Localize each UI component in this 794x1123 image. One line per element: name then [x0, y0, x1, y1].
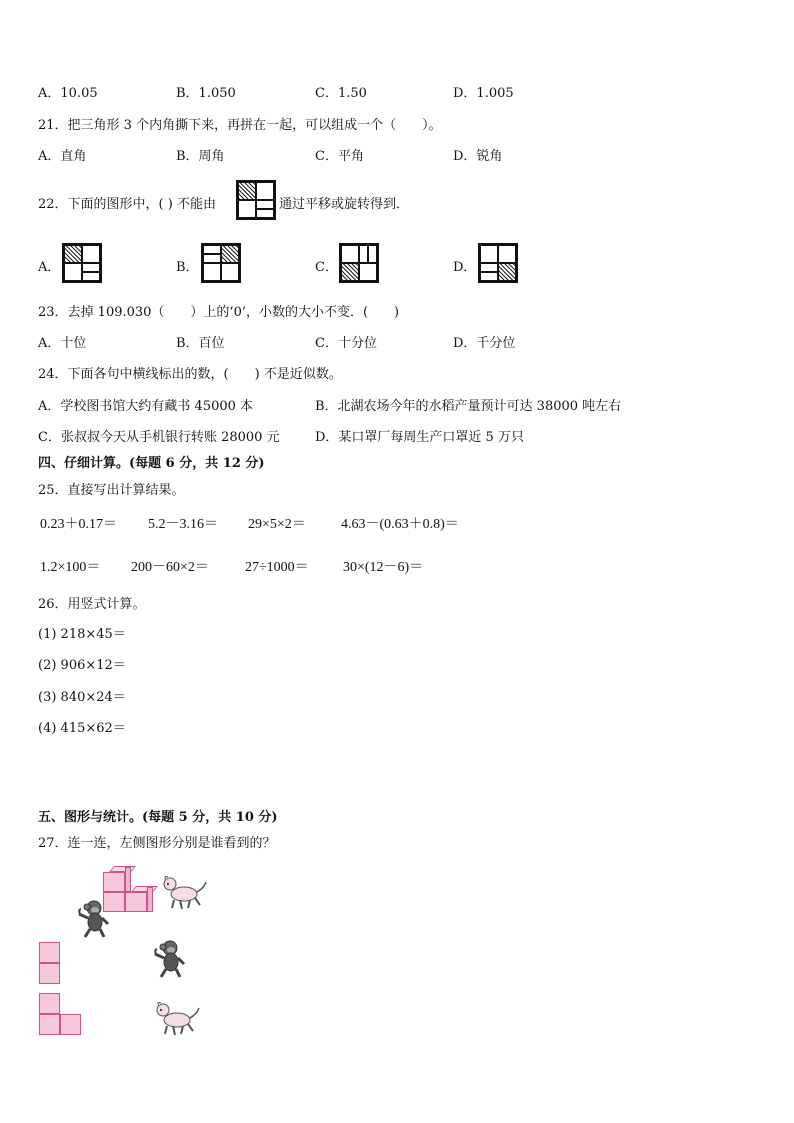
view-figure-2 — [39, 993, 83, 1035]
q23-option-b: B．百位 — [176, 336, 225, 351]
q22-stem-suffix: 通过平移或旋转得到． — [279, 197, 410, 212]
q25-expr-7: 27÷1000＝ — [245, 560, 309, 575]
dog-icon — [158, 872, 208, 912]
q20-option-c: C．1.50 — [315, 86, 367, 101]
q21-option-b: B．周角 — [176, 149, 225, 164]
q22-option-b-figure — [201, 243, 241, 283]
dog-icon — [151, 998, 201, 1038]
q25-expr-1: 0.23＋0.17＝ — [40, 517, 117, 532]
q22-option-d-label: D． — [453, 260, 477, 275]
q26-item-3: (3) 840×24＝ — [38, 690, 126, 705]
q25-expr-2: 5.2－3.16＝ — [148, 517, 218, 532]
q23-option-d: D．千分位 — [453, 336, 516, 351]
q26-item-1: (1) 218×45＝ — [38, 627, 126, 642]
q24-option-a: A．学校图书馆大约有藏书 45000 本 — [38, 399, 254, 414]
q22-option-d-figure — [478, 243, 518, 283]
q25-expr-6: 200－60×2＝ — [131, 560, 209, 575]
q22-option-c-figure — [339, 243, 379, 283]
q21-option-c: C．平角 — [315, 149, 364, 164]
q25-expr-3: 29×5×2＝ — [248, 517, 306, 532]
q24-option-c: C．张叔叔今天从手机银行转账 28000 元 — [38, 430, 280, 445]
q26-item-2: (2) 906×12＝ — [38, 658, 126, 673]
q25-expr-5: 1.2×100＝ — [40, 560, 101, 575]
q27-stem: 27．连一连，左侧图形分别是谁看到的？ — [38, 836, 276, 851]
monkey-icon — [76, 900, 112, 940]
q20-option-b: B．1.050 — [176, 86, 236, 101]
q22-option-c-label: C． — [315, 260, 338, 275]
section-4-heading: 四、仔细计算。(每题 6 分，共 12 分) — [38, 456, 265, 471]
q23-option-a: A．十位 — [38, 336, 87, 351]
q22-reference-figure — [236, 180, 276, 220]
q25-stem: 25．直接写出计算结果。 — [38, 483, 185, 498]
q26-stem: 26．用竖式计算。 — [38, 597, 146, 612]
q24-option-d: D．某口罩厂每周生产口罩近 5 万只 — [315, 430, 524, 445]
view-figure-1 — [39, 942, 61, 984]
q21-option-d: D．锐角 — [453, 149, 503, 164]
section-5-heading: 五、图形与统计。(每题 5 分，共 10 分) — [38, 810, 278, 825]
q25-expr-8: 30×(12－6)＝ — [343, 560, 424, 575]
q22-option-b-label: B． — [176, 260, 199, 275]
q23-option-c: C．十分位 — [315, 336, 377, 351]
q20-option-d: D．1.005 — [453, 86, 514, 101]
q22-option-a-label: A． — [38, 260, 61, 275]
q21-option-a: A．直角 — [38, 149, 87, 164]
q26-item-4: (4) 415×62＝ — [38, 721, 126, 736]
q23-stem: 23．去掉 109.030（ ）上的‘0’，小数的大小不变．( ) — [38, 305, 400, 320]
monkey-icon — [152, 940, 188, 980]
q24-option-b: B．北湖农场今年的水稻产量预计可达 38000 吨左右 — [315, 399, 622, 414]
q21-stem: 21．把三角形 3 个内角撕下来，再拼在一起，可以组成一个（ ）。 — [38, 118, 442, 133]
q20-option-a: A．10.05 — [38, 86, 98, 101]
q25-expr-4: 4.63－(0.63＋0.8)＝ — [341, 517, 459, 532]
q22-stem-prefix: 22．下面的图形中，( ) 不能由 — [38, 197, 216, 212]
q24-stem: 24．下面各句中横线标出的数，( ) 不是近似数。 — [38, 367, 342, 382]
q22-option-a-figure — [62, 243, 102, 283]
